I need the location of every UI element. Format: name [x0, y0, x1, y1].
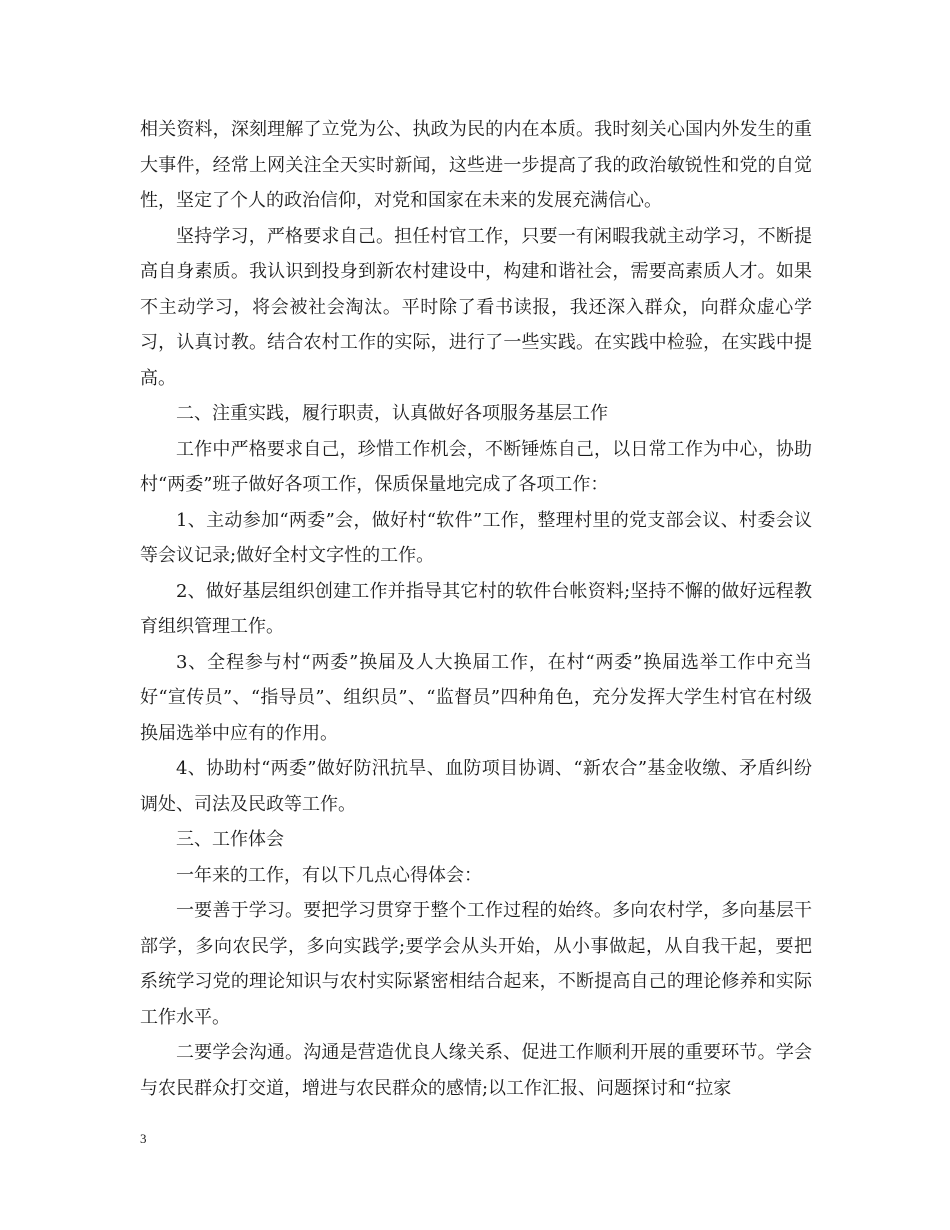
list-item-3: 3、全程参与村“两委”换届及人大换届工作，在村“两委”换届选举工作中充当好“宣传员”、“指导员”、组织员”、“监督员”四种角色，充分发挥大学生村官在村级换届选举中应有的作用。: [140, 651, 812, 744]
paragraph-experience-intro: 一年来的工作，有以下几点心得体会：: [176, 864, 482, 886]
section-heading-2: 二、注重实践，履行职责，认真做好各项服务基层工作: [176, 403, 608, 424]
section-heading-3: 三、工作体会: [176, 829, 284, 850]
paragraph-work-intro: 工作中严格要求自己，珍惜工作机会，不断锤炼自己，以日常工作为中心，协助村“两委”班子做好各项工作，保质保量地完成了各项工作：: [140, 438, 812, 495]
list-item-1: 1、主动参加“两委”会，做好村“软件”工作，整理村里的党支部会议、村委会议等会议记录;做好全村文字性的工作。: [140, 509, 812, 566]
list-item-2: 2、做好基层组织创建工作并指导其它村的软件台帐资料;坚持不懈的做好远程教育组织管理工作。: [140, 580, 812, 637]
paragraph-continued: 相关资料，深刻理解了立党为公、执政为民的内在本质。我时刻关心国内外发生的重大事件，经常上网关注全天实时新闻，这些进一步提高了我的政治敏锐性和党的自觉性，坚定了个人的政治信仰，对党和国家在未来的发展充满信心。: [140, 119, 812, 211]
paragraph-communication: 二要学会沟通。沟通是营造优良人缘关系、促进工作顺利开展的重要环节。学会与农民群众打交道，增进与农民群众的感情;以工作汇报、问题探讨和“拉家: [140, 1042, 812, 1099]
page-number: 3: [140, 1131, 147, 1146]
document-body: [140, 112, 812, 1106]
paragraph-learning: 一要善于学习。要把学习贯穿于整个工作过程的始终。多向农村学，多向基层干部学，多向农民学，多向实践学;要学会从头开始，从小事做起，从自我干起，要把系统学习党的理论知识与农村实际紧密相结合起来，不断提高自己的理论修养和实际工作水平。: [140, 900, 812, 1028]
list-item-4: 4、协助村“两委”做好防汛抗旱、血防项目协调、“新农合”基金收缴、矛盾纠纷调处、司法及民政等工作。: [140, 758, 812, 815]
paragraph-study: 坚持学习，严格要求自己。担任村官工作，只要一有闲暇我就主动学习，不断提高自身素质。我认识到投身到新农村建设中，构建和谐社会，需要高素质人才。如果不主动学习，将会被社会淘汰。平时除了看书读报，我还深入群众，向群众虚心学习，认真讨教。结合农村工作的实际，进行了一些实践。在实践中检验，在实践中提高。: [140, 225, 812, 389]
